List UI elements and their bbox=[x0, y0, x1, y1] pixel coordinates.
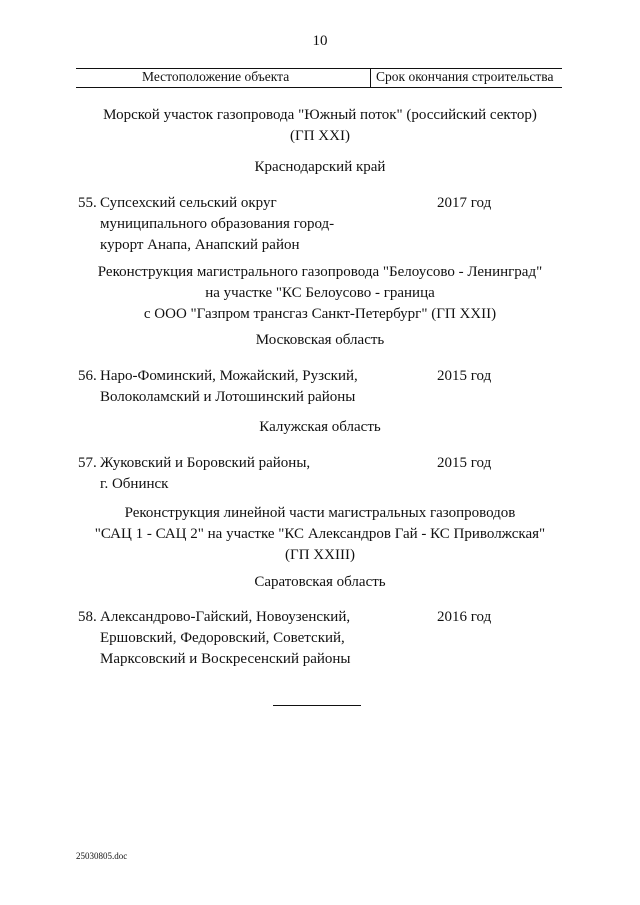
item-text bbox=[100, 607, 351, 670]
end-separator bbox=[273, 705, 361, 706]
footer-filename: 25030805.doc bbox=[76, 851, 128, 861]
table-header bbox=[76, 68, 562, 88]
region-heading-kaluga: Калужская область bbox=[259, 419, 381, 435]
region-heading-saratov: Саратовская область bbox=[254, 574, 386, 590]
item-text-line: Александрово-Гайский, Новоузенский, bbox=[100, 609, 351, 625]
section-title-line: Морской участок газопровода "Южный поток" (российский сектор) bbox=[103, 107, 537, 123]
section-title-gp22 bbox=[0, 262, 640, 325]
item-number: 56. bbox=[78, 368, 97, 384]
item-year-57: 2015 год bbox=[437, 455, 492, 471]
section-title-line: с ООО "Газпром трансгаз Санкт-Петербург" (ГП XXII) bbox=[143, 306, 497, 322]
section-title-gp23 bbox=[0, 503, 640, 566]
section-title-line: на участке "КС Белоусово - граница bbox=[205, 285, 435, 301]
item-text bbox=[100, 366, 358, 408]
item-text bbox=[100, 453, 310, 495]
item-year-55: 2017 год bbox=[437, 195, 492, 211]
region-heading-moscow: Московская область bbox=[255, 332, 385, 348]
item-text-line: Жуковский и Боровский районы, bbox=[100, 455, 311, 471]
item-text-line: муниципального образования город- bbox=[100, 216, 335, 232]
section-title-line: (ГП XXIII) bbox=[285, 547, 355, 563]
item-text-line: курорт Анапа, Анапский район bbox=[100, 237, 300, 253]
section-title-gp21 bbox=[0, 105, 640, 147]
section-title-line: Реконструкция магистрального газопровода "Белоусово - Ленинград" bbox=[97, 264, 543, 280]
item-year-56: 2015 год bbox=[437, 368, 492, 384]
item-number: 57. bbox=[78, 455, 97, 471]
section-title-line: Реконструкция линейной части магистральных газопроводов bbox=[124, 505, 516, 521]
section-title-line: (ГП XXI) bbox=[290, 128, 350, 144]
page-number: 10 bbox=[312, 33, 328, 49]
item-text bbox=[100, 193, 334, 256]
column-header-deadline: Срок окончания строительства bbox=[376, 69, 554, 84]
item-text-line: Наро-Фоминский, Можайский, Рузский, bbox=[100, 368, 358, 384]
item-text-line: г. Обнинск bbox=[100, 476, 169, 492]
region-heading-krasnodar: Краснодарский край bbox=[254, 159, 386, 175]
item-text-line: Волоколамский и Лотошинский районы bbox=[100, 389, 356, 405]
item-text-line: Ершовский, Федоровский, Советский, bbox=[100, 630, 345, 646]
item-text-line: Супсехский сельский округ bbox=[100, 195, 277, 211]
item-number: 58. bbox=[78, 609, 97, 625]
item-year-58: 2016 год bbox=[437, 609, 492, 625]
table-header-column-divider bbox=[370, 68, 371, 88]
item-number: 55. bbox=[78, 195, 97, 211]
section-title-line: "САЦ 1 - САЦ 2" на участке "КС Александров Гай - КС Приволжская" bbox=[94, 526, 546, 542]
column-header-location: Местоположение объекта bbox=[142, 69, 290, 84]
table-header-bottom-border bbox=[76, 87, 562, 88]
item-text-line: Марксовский и Воскресенский районы bbox=[100, 651, 351, 667]
